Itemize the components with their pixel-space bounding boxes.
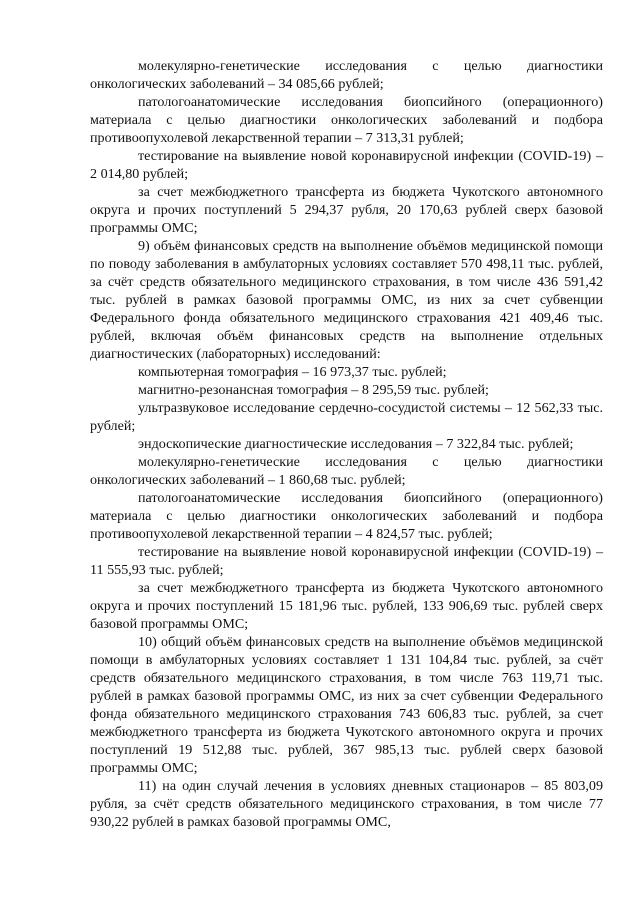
paragraph-item-9: 9) объём финансовых средств на выполнение объёмов медицинской помощи по поводу заболевания в амбулаторных условиях составляет 570 498,11 тыс. рублей, за счёт средств обязательного медицинского страхования, в том числе 436 591,42 тыс. рублей в рамках базовой программы ОМС, из них за счет субвенции Федерального фонда обязательного медицинского страхования 421 409,46 тыс. рублей, включая объём финансовых средств на выполнение отдельных диагностических (лабораторных) исследований: [90, 238, 603, 362]
paragraph-item-11: 11) на один случай лечения в условиях дневных стационаров – 85 803,09 рубля, за счёт средств обязательного медицинского страхования, в том числе 77 930,22 рублей в рамках базовой программы ОМС, [90, 778, 603, 830]
paragraph-endoscopy: эндоскопические диагностические исследования – 7 322,84 тыс. рублей; [138, 436, 574, 452]
paragraph-covid-test-thousand: тестирование на выявление новой коронавирусной инфекции (COVID-19) – 11 555,93 тыс. рублей; [90, 544, 603, 578]
paragraph-molecular-genetic-thousand: молекулярно-генетические исследования с целью диагностики онкологических заболеваний – 1 860,68 тыс. рублей; [90, 454, 603, 488]
paragraph-interbudget-transfer-thousand: за счет межбюджетного трансферта из бюджета Чукотского автономного округа и прочих поступлений 15 181,96 тыс. рублей, 133 906,69 тыс. рублей сверх базовой программы ОМС; [90, 580, 603, 632]
paragraph-ultrasound: ультразвуковое исследование сердечно-сосудистой системы – 12 562,33 тыс. рублей; [90, 400, 603, 434]
paragraph-pathology-thousand: патологоанатомические исследования биопсийного (операционного) материала с целью диагностики онкологических заболеваний и подбора противоопухолевой лекарственной терапии – 4 824,57 тыс. рублей; [90, 490, 603, 542]
paragraph-covid-test-rub: тестирование на выявление новой коронавирусной инфекции (COVID-19) – 2 014,80 рублей; [90, 148, 603, 182]
paragraph-interbudget-transfer-rub: за счет межбюджетного трансферта из бюджета Чукотского автономного округа и прочих поступлений 5 294,37 рубля, 20 170,63 рублей сверх базовой программы ОМС; [90, 184, 603, 236]
paragraph-mri: магнитно-резонансная томография – 8 295,59 тыс. рублей; [138, 382, 489, 398]
paragraph-pathology-rub: патологоанатомические исследования биопсийного (операционного) материала с целью диагностики онкологических заболеваний и подбора противоопухолевой лекарственной терапии – 7 313,31 рублей; [90, 94, 603, 146]
paragraph-ct: компьютерная томография – 16 973,37 тыс. рублей; [138, 364, 447, 380]
paragraph-molecular-genetic-rub: молекулярно-генетические исследования с целью диагностики онкологических заболеваний – 34 085,66 рублей; [90, 58, 603, 92]
paragraph-item-10: 10) общий объём финансовых средств на выполнение объёмов медицинской помощи в амбулаторных условиях составляет 1 131 104,84 тыс. рублей, за счёт средств обязательного медицинского страхования, в том числе 763 119,71 тыс. рублей в рамках базовой программы ОМС, из них за счет субвенции Федерального фонда обязательного медицинского страхования 743 606,83 тыс. рублей, за счет межбюджетного трансферта из бюджета Чукотского автономного округа и прочих поступлений 19 512,88 тыс. рублей, 367 985,13 тыс. рублей сверх базовой программы ОМС; [90, 634, 603, 776]
